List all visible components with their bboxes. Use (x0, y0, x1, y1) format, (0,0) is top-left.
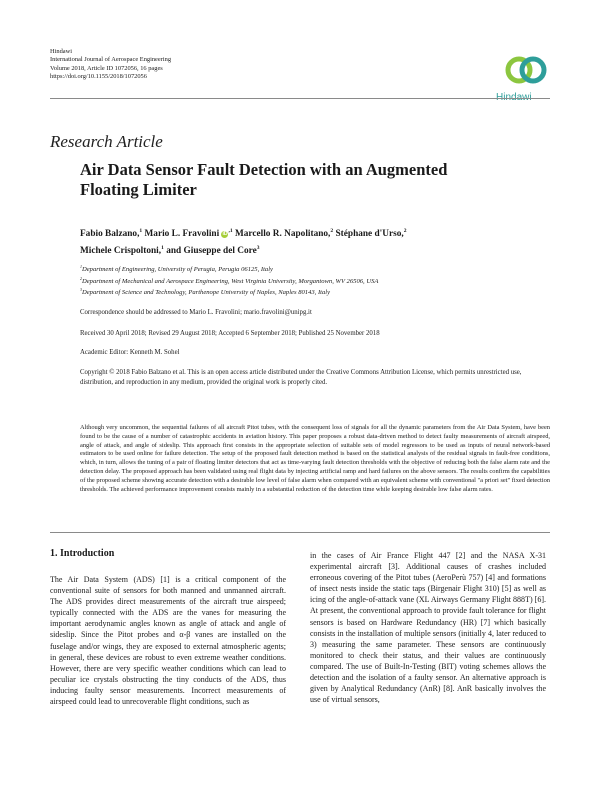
logo-wordmark: Hindawi (496, 92, 532, 103)
hindawi-logo (496, 52, 556, 103)
affiliations (80, 264, 550, 299)
doi-link[interactable]: https://doi.org/10.1155/2018/1072056 (50, 72, 147, 80)
author-name: Mario L. Fravolini (144, 229, 220, 239)
abstract: Although very uncommon, the sequential failures of all aircraft Pitot tubes, with the consequent loss of signals for all the dynamic parameters from the Air Data System, have been found to be the cause of a number of catastrophic accidents in aviation history. This paper proposes a robust data-driven method to detect faulty measurements of aircraft airspeed, angle of attack, and angle of sideslip. This approach first consists in the appropriate selection of suitable sets of model regressors to be used as inputs of neural network-based estimators to be used online for failure detection. The setup of the proposed fault detection method is based on the statistical analysis of the residual signals in fault-free conditions, which, in turn, allows the tuning of a pair of floating limiter detectors that act as time-varying fault detection thresholds with the objective of reducing both the false alarm rate and the detection delay. The proposed approach has been validated using real flight data by injecting artificial ramp and hard failures on the above sensors. The results confirm the capabilities of the proposed scheme showing accurate detection with a desirable low level of false alarm when compared with an equivalent scheme with conventional "a priori set" fixed detection thresholds. The achieved performance improvement consists mainly in a substantial reduction of the detection time while keeping desirable low false alarm rates. (80, 424, 550, 493)
academic-editor: Academic Editor: Kenneth M. Sohel (80, 349, 180, 356)
author-name: and Giuseppe del Core (166, 246, 257, 256)
author-name: Michele Crispoltoni, (80, 246, 162, 256)
correspondence: Correspondence should be addressed to Mario L. Fravolini; mario.fravolini@unipg.it (80, 309, 312, 316)
author-name: Marcello R. Napolitano, (235, 229, 331, 239)
hindawi-logo-icon (504, 52, 548, 90)
publisher-name: Hindawi (50, 48, 73, 55)
article-dates: Received 30 April 2018; Revised 29 August 2018; Accepted 6 September 2018; Published 25 November 2018 (80, 330, 380, 337)
author-name: Stéphane d'Urso, (335, 229, 404, 239)
body-column-left: The Air Data System (ADS) [1] is a critical component of the conventional suite of sensors for both manned and unmanned aircraft. The ADS provides direct measurements of the aircraft true airspeed; typically connected with the ADS are the vanes for measuring the important aerodynamic angles known as angle of attack and angle of sideslip. Since the Pitot probes and α-β vanes are installed on the fuselage and/or wings, they are exposed to external atmospheric agents; in general, these devices are robust to even extreme weather conditions. However, there are very specific weather conditions which can lead to peculiar ice crystals obstructing the tiny conducts of the ADS, thus inducing faulty sensor measurements. Incorrect measurements of airspeed could lead to unrecoverable flight conditions, such as (50, 575, 286, 707)
abstract-divider (50, 532, 550, 533)
orcid-icon[interactable]: iD (222, 231, 228, 237)
affiliation: $^3$Department of Science and Technology, Parthenope University of Naples, Naples 80143, Italy (80, 286, 331, 296)
affiliation: $^1$Department of Engineering, University of Perugia, Perugia 06125, Italy (80, 263, 273, 273)
affiliation: $^2$Department of Mechanical and Aerospace Engineering, West Virginia University, Morgantown, WV 26506, USA (80, 275, 379, 285)
journal-name: International Journal of Aerospace Engineering (50, 56, 172, 64)
article-title: Air Data Sensor Fault Detection with an Augmented Floating Limiter (80, 160, 448, 199)
body-column-right: in the cases of Air France Flight 447 [2] and the NASA X-31 experimental aircraft [3]. Additional causes of crashes included erroneous covering of the Pitot tubes (AeroPerù 757) [4] and formations of insect nests inside the static taps (Birgenair Flight 310) [5] as well as icing of the angle-of-attack vane (XL Airways Germany Flight 888T) [6]. At present, the conventional approach to provide fault tolerance for flight sensors is based on Hardware Redundancy (HR) [7] which basically consists in the installation of multiple sensors (initially 4, later reduced to 3) measuring the same parameter. These sensors are continuously monitored to check their status, and their values are continuously compared. The use of Built-In-Testing (BIT) voting schemes allows the detection and the isolation of a faulty sensor. An alternative approach is given by Analytical Redundancy (AnR) [8]. AnR basically involves the use of virtual sensors, (310, 551, 546, 705)
section-heading: 1. Introduction (50, 548, 115, 559)
copyright-notice: Copyright © 2018 Fabio Balzano et al. This is an open access article distributed under the Creative Commons Attribution License, which permits unrestricted use, distribution, and reproduction in any medium, provided the original work is properly cited. (80, 369, 522, 386)
article-type: Research Article (50, 132, 163, 151)
author-list: Fabio Balzano,$^1$ Mario L. Fravolini $iD^{,1}$ Marcello R. Napolitano,$^2$ Stéphane d'Urso,$^2$ Michele Crispoltoni,$^1$ and Giuseppe del Core$^3$ (80, 227, 407, 256)
journal-header (50, 48, 171, 81)
author-name: Fabio Balzano, (80, 229, 140, 239)
header-divider (50, 98, 550, 99)
volume-info: Volume 2018, Article ID 1072056, 16 pages (50, 64, 163, 72)
